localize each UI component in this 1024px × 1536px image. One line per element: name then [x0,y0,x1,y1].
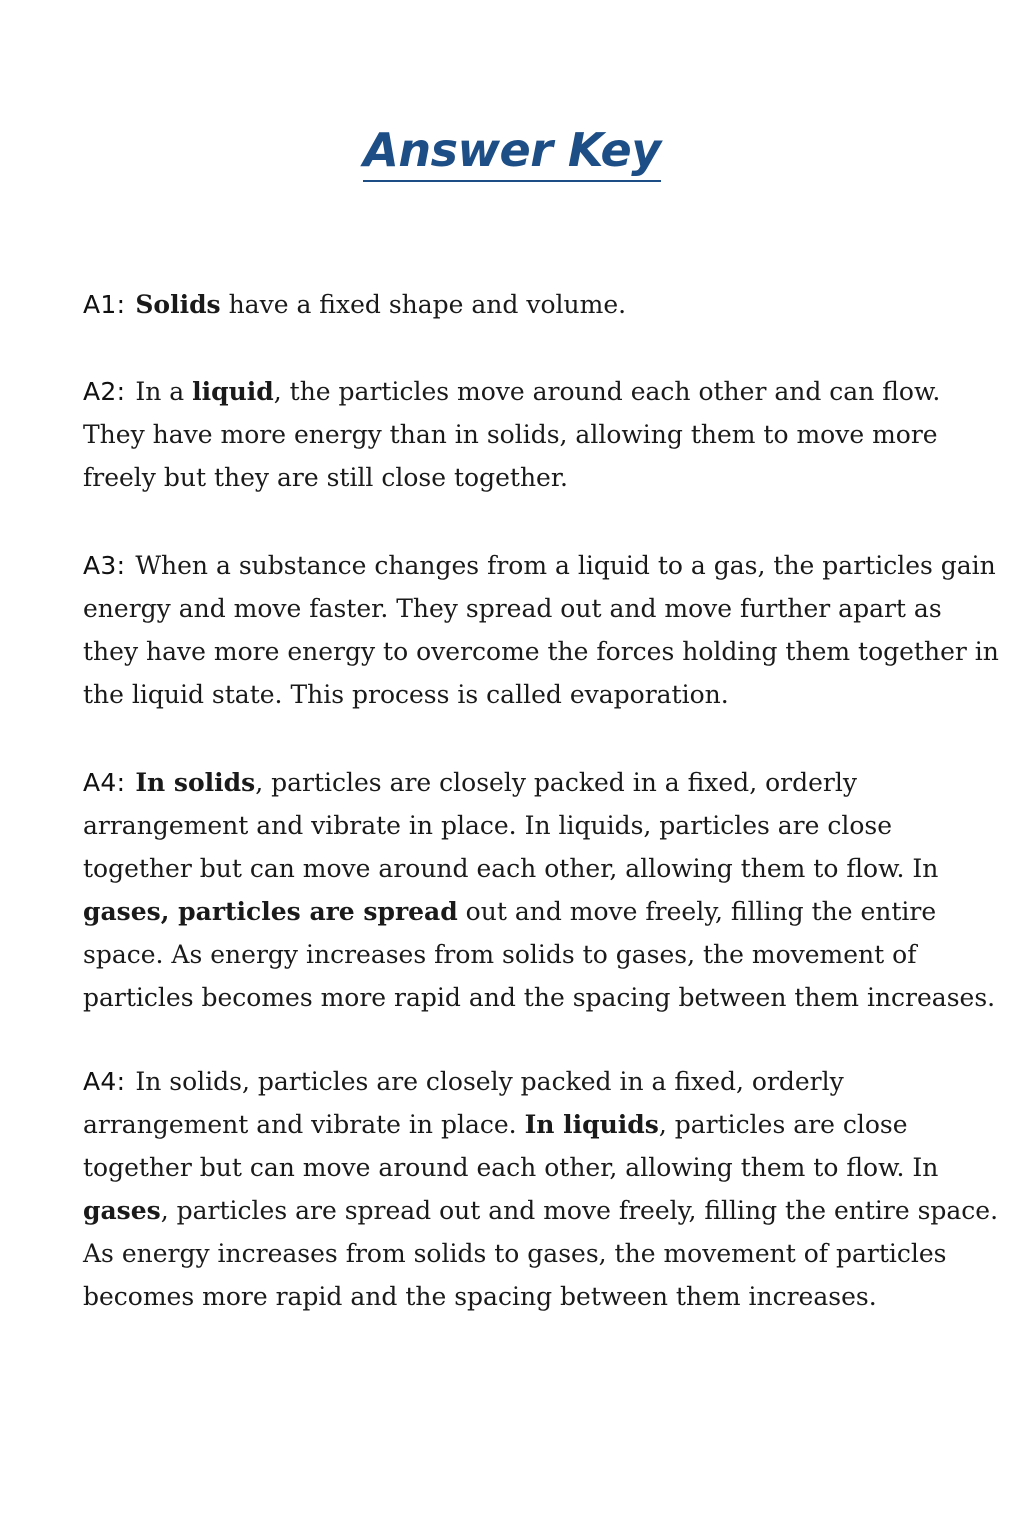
answer-label: A4: [83,1067,126,1096]
answer-text-bold: liquid [192,377,274,406]
answer-text: , particles are spread out and move freely, filling the entire space. As energy increases from solids to gases, the movement of particles becomes more rapid and the spacing between them increases. [83,1196,999,1311]
answer-text: When a substance changes from a liquid to a gas, the particles gain energy and move faster. They spread out and move further apart as they have more energy to overcome the forces holding them together in the liquid state. This process is called evaporation. [83,551,999,709]
title-wrap [0,122,1024,182]
answer-text-bold: In solids [135,768,256,797]
answer-text-bold: gases [83,1196,161,1225]
answer-a4-second [83,1060,1008,1318]
answer-text: have a fixed shape and volume. [220,290,627,319]
answer-text: , particles are closely packed in a fixed, orderly arrangement and vibrate in place. In liquids, particles are close together but can move around each other, allowing them to flow. In [83,768,939,883]
answer-text: out and move freely, filling the entire space. As energy increases from solids to gases, the movement of particles becomes more rapid and the spacing between them increases. [83,897,996,1012]
answer-a4-first [83,761,1003,1019]
answer-label: A1: [83,290,126,319]
answer-text-bold: Solids [135,290,221,319]
answer-text: , particles are close together but can move around each other, allowing them to flow. In [83,1110,939,1182]
answer-label: A2: [83,377,126,406]
page-title: Answer Key [363,122,660,182]
answer-text: In a [135,377,193,406]
answer-a3 [83,544,1003,716]
answer-text: In solids, particles are closely packed in a fixed, orderly arrangement and vibrate in place. [83,1067,844,1139]
answer-a2 [83,370,1003,499]
answer-label: A4: [83,768,126,797]
answer-text-bold: In liquids [524,1110,659,1139]
answer-a1 [83,283,1003,326]
answer-label: A3: [83,551,126,580]
answer-text: , the particles move around each other and can flow. They have more energy than in solids, allowing them to move more freely but they are still close together. [83,377,941,492]
answer-text-bold: gases, particles are spread [83,897,458,926]
